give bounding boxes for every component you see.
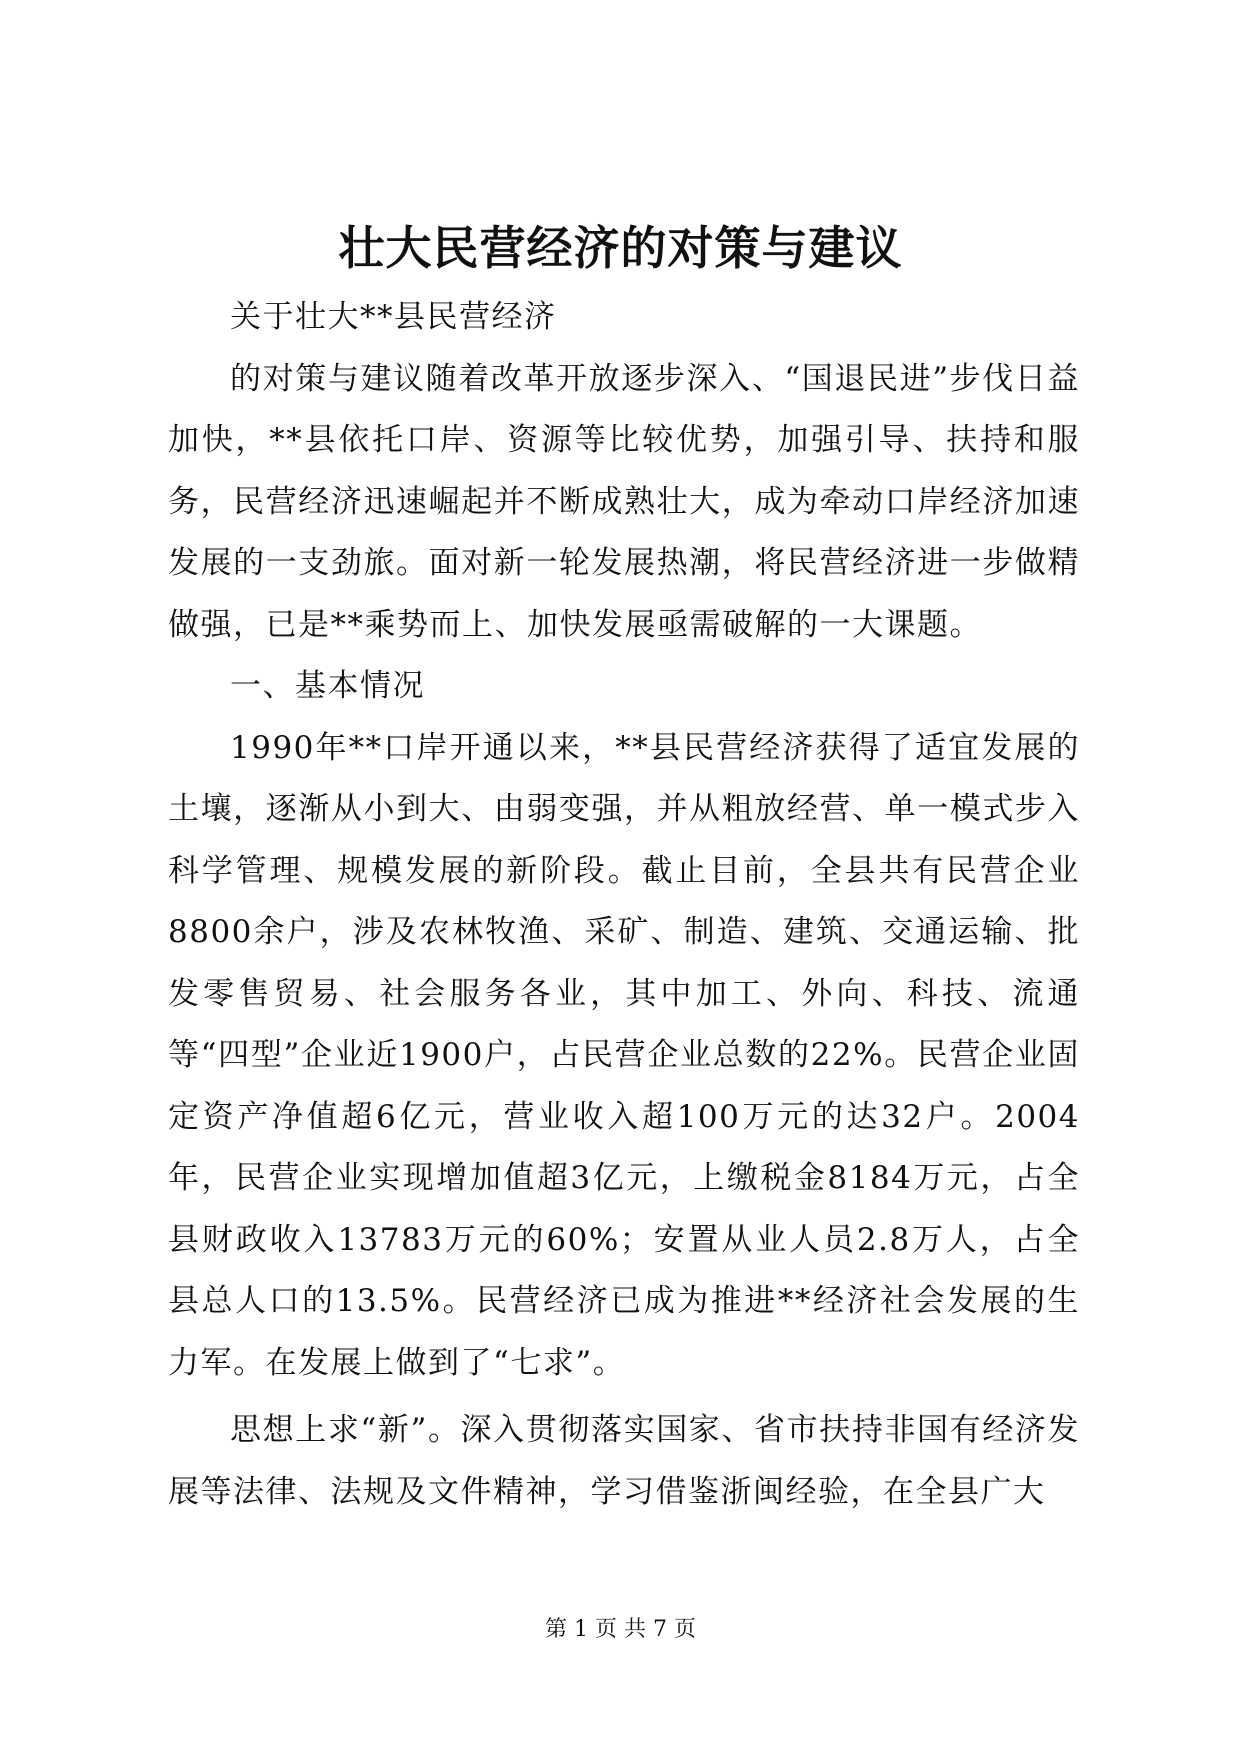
section-heading: 一、基本情况 — [230, 668, 425, 704]
paragraph-subtitle: 关于壮大**县民营经济 — [230, 299, 557, 335]
document-title: 壮大民营经济的对策与建议 — [338, 221, 903, 275]
document-body — [168, 287, 1080, 1523]
page-footer: 第 1 页 共 7 页 — [545, 1617, 696, 1642]
paragraph-thinking: 思想上求“新”。深入贯彻落实国家、省市扶持非国有经济发展等法律、法规及文件精神，学习借鉴浙闽经验，在全县广大 — [168, 1412, 1080, 1510]
paragraph-basic-situation: 1990年**口岸开通以来，**县民营经济获得了适宜发展的土壤，逐渐从小到大、由弱变强，并从粗放经营、单一模式步入科学管理、规模发展的新阶段。截止目前，全县共有民营企业8800余户，涉及农林牧渔、采矿、制造、建筑、交通运输、批发零售贸易、社会服务各业，其中加工、外向、科技、流通等“四型”企业近1900户，占民营企业总数的22%。民营企业固定资产净值超6亿元，营业收入超100万元的达32户。2004年，民营企业实现增加值超3亿元，上缴税金8184万元，占全县财政收入13783万元的60%；安置从业人员2.8万人，占全县总人口的13.5%。民营经济已成为推进**经济社会发展的生力军。在发展上做到了“七求”。 — [168, 729, 1080, 1381]
paragraph-intro: 的对策与建议随着改革开放逐步深入、“国退民进”步伐日益加快，**县依托口岸、资源等比较优势，加强引导、扶持和服务，民营经济迅速崛起并不断成熟壮大，成为牵动口岸经济加速发展的一支劲旅。面对新一轮发展热潮，将民营经济进一步做精做强，已是**乘势而上、加快发展亟需破解的一大课题。 — [168, 360, 1080, 643]
